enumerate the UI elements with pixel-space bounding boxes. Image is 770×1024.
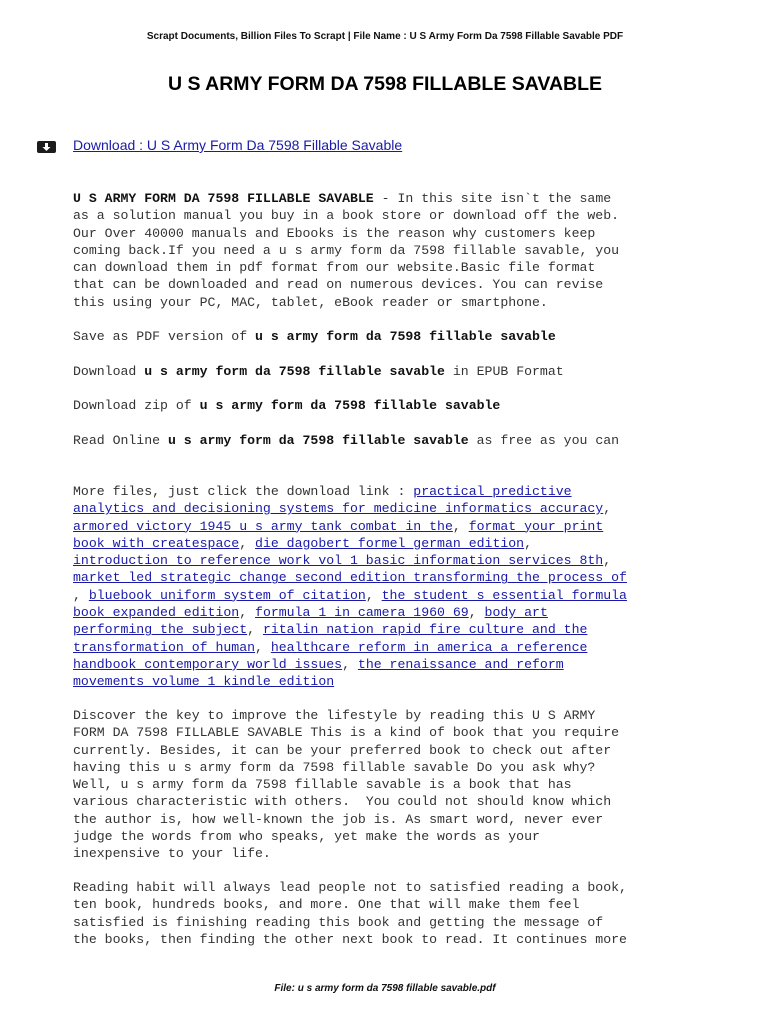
intro-line: this using your PC, MAC, tablet, eBook reader or smartphone. — [73, 294, 548, 310]
discover-line: various characteristic with others. You could not should know which — [73, 794, 612, 810]
discover-line: currently. Besides, it can be your preferred book to check out after — [73, 742, 612, 758]
discover-line: FORM DA 7598 FILLABLE SAVABLE This is a kind of book that you require — [73, 725, 620, 741]
discover-paragraph — [73, 707, 735, 863]
pdf-format-line — [73, 328, 735, 345]
intro-line: can download them in pdf format from our website.Basic file format — [73, 260, 596, 276]
more-files-intro: More files, just click the download link : — [73, 484, 414, 499]
intro-paragraph — [73, 190, 735, 311]
more-file-link[interactable]: the renaissance and reform — [357, 656, 564, 672]
page-header: Scrapt Documents, Billion Files To Scrapt | File Name : U S Army Form Da 7598 Fillable Savable PDF — [146, 31, 624, 42]
more-file-link[interactable]: practical predictive — [413, 484, 572, 499]
format-text: Download — [73, 364, 145, 379]
format-text: Download zip of — [73, 398, 200, 413]
page-footer: File: u s army form da 7598 fillable savable.pdf — [274, 983, 496, 994]
more-file-link[interactable]: book expanded edition — [73, 605, 240, 621]
reading-line: satisfied is finishing reading this book and getting the message of — [73, 914, 604, 930]
intro-line: coming back.If you need a u s army form da 7598 fillable savable, you — [73, 242, 620, 258]
more-file-link[interactable]: the student s essential formula — [381, 587, 627, 603]
format-text: Save as PDF version of — [73, 329, 256, 344]
discover-line: Discover the key to improve the lifestyle by reading this U S ARMY — [73, 708, 596, 723]
intro-line: Our Over 40000 manuals and Ebooks is the reason why customers keep — [73, 225, 596, 241]
more-file-link[interactable]: performing the subject — [73, 622, 248, 638]
page-title: U S ARMY FORM DA 7598 FILLABLE SAVABLE — [167, 73, 603, 95]
format-title: u s army form da 7598 fillable savable — [144, 364, 445, 379]
more-file-link[interactable]: handbook contemporary world issues — [73, 656, 343, 672]
intro-line: - In this site isn`t the same — [373, 191, 612, 206]
download-icon[interactable] — [37, 141, 56, 153]
more-file-link[interactable]: book with createspace — [73, 535, 240, 551]
discover-line: having this u s army form da 7598 fillable savable Do you ask why? — [73, 759, 596, 775]
more-file-link[interactable]: ritalin nation rapid fire culture and the — [262, 622, 588, 638]
format-title: u s army form da 7598 fillable savable — [199, 398, 501, 413]
download-link[interactable]: Download : U S Army Form Da 7598 Fillable Savable — [73, 137, 403, 153]
format-text: in EPUB Format — [444, 364, 564, 379]
format-text: as free as you can — [468, 433, 620, 448]
more-file-link[interactable]: analytics and decisioning systems for medicine informatics accuracy — [73, 501, 604, 517]
intro-line: that can be downloaded and read on numerous devices. You can revise — [73, 277, 604, 293]
online-format-line — [73, 432, 735, 449]
more-files-paragraph: More files, just click the download link : practical predictive analytics and decisioning systems for medicine informatics accuracy, armored victory 1945 u s army tank combat in the, format your print book with createspace, die dagobert formel german edition, introduction to reference work vol 1 basic information services 8th, market led strategic change second edition transforming the process of , bluebook uniform system of citation, the student s essential formula book expanded edition, formula 1 in camera 1960 69, body art performing the subject, ritalin nation rapid fire culture and the transformation of human, healthcare reform in america a reference handbook contemporary world issues, the renaissance and reform movements volume 1 kindle edition — [73, 484, 627, 690]
format-title: u s army form da 7598 fillable savable — [167, 433, 469, 448]
discover-line: the author is, how well-known the job is. As smart word, never ever — [73, 811, 604, 827]
more-file-link[interactable]: market led strategic change second edition transforming the process of — [73, 570, 627, 586]
format-text: Read Online — [73, 433, 168, 448]
reading-paragraph — [73, 879, 735, 948]
more-file-link[interactable]: introduction to reference work vol 1 basic information services 8th — [73, 553, 604, 569]
reading-line: the books, then finding the other next book to read. It continues more — [73, 931, 627, 947]
more-file-link[interactable]: movements volume 1 kindle edition — [73, 674, 335, 690]
more-file-link[interactable]: armored victory 1945 u s army tank combat in the — [73, 518, 453, 534]
more-file-link[interactable]: body art — [484, 605, 548, 621]
more-file-link[interactable]: format your print — [468, 518, 604, 534]
more-file-link[interactable]: bluebook uniform system of citation — [88, 587, 366, 603]
epub-format-line — [73, 363, 735, 380]
format-title: u s army form da 7598 fillable savable — [255, 329, 556, 344]
more-file-link[interactable]: healthcare reform in america a reference — [270, 639, 588, 655]
reading-line: Reading habit will always lead people not to satisfied reading a book, — [73, 880, 627, 895]
reading-line: ten book, hundreds books, and more. One that will make them feel — [73, 897, 580, 913]
discover-line: judge the words from who speaks, yet make the words as your — [73, 829, 540, 845]
discover-line: Well, u s army form da 7598 fillable savable is a book that has — [73, 777, 572, 793]
intro-lead: U S ARMY FORM DA 7598 FILLABLE SAVABLE — [73, 191, 374, 206]
more-file-link[interactable]: formula 1 in camera 1960 69 — [255, 605, 469, 621]
intro-line: as a solution manual you buy in a book store or download off the web. — [73, 208, 620, 224]
more-file-link[interactable]: die dagobert formel german edition — [255, 535, 525, 551]
zip-format-line — [73, 397, 735, 414]
discover-line: inexpensive to your life. — [73, 846, 271, 862]
more-file-link[interactable]: transformation of human — [73, 639, 256, 655]
